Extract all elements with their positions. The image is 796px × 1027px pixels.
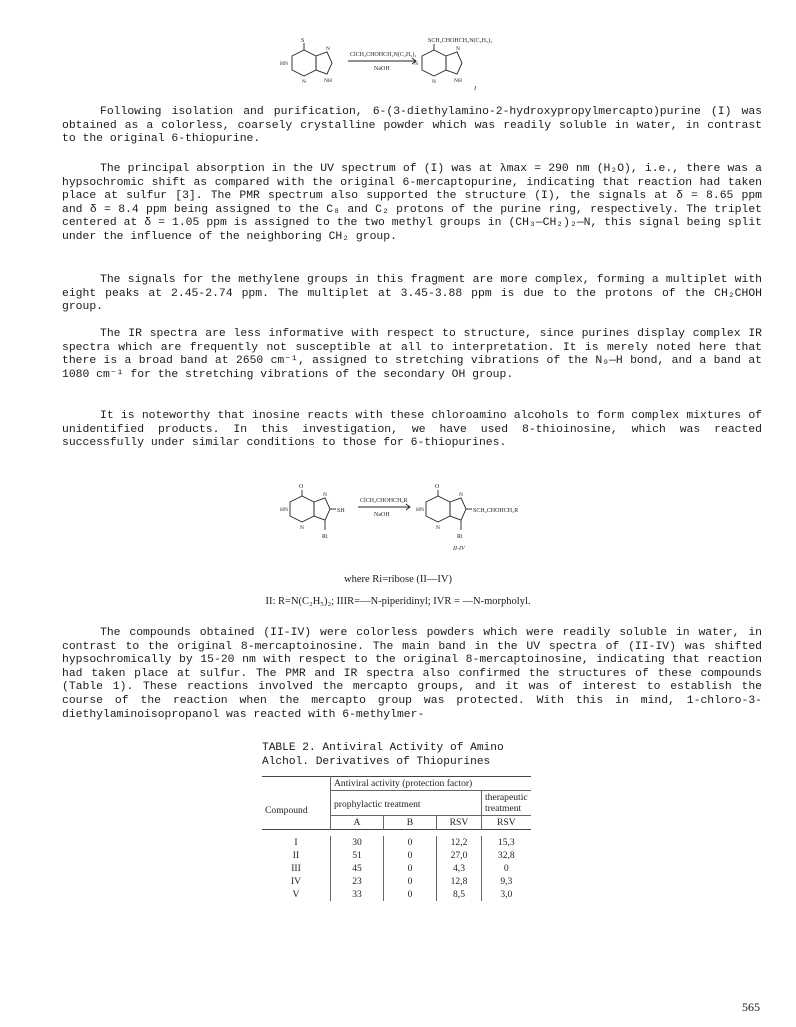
cell-compound: II xyxy=(262,849,331,862)
cell-compound: IV xyxy=(262,875,331,888)
table-caption-line-1: TABLE 2. Antiviral Activity of Amino xyxy=(262,742,504,754)
cell-rsv: 12,2 xyxy=(437,836,482,849)
sh-group: SH xyxy=(337,508,345,514)
header-prophylactic: prophylactic treatment xyxy=(331,791,482,816)
thioinosine-structure xyxy=(280,484,336,531)
table-row xyxy=(262,849,531,862)
ribose-label-right: Ri xyxy=(457,534,463,540)
cell-a: 30 xyxy=(331,836,384,849)
cell-b: 0 xyxy=(384,849,437,862)
header-col-rsv-therapeutic: RSV xyxy=(496,817,516,828)
cell-rsv: 27,0 xyxy=(437,849,482,862)
thiopurine-structure xyxy=(280,38,332,85)
table-row xyxy=(262,875,531,888)
cell-b: 0 xyxy=(384,862,437,875)
svg-text:O: O xyxy=(299,484,304,490)
svg-text:N: N xyxy=(436,525,440,531)
cell-rsv: 12,8 xyxy=(437,875,482,888)
svg-text:HN: HN xyxy=(280,507,288,513)
table-row xyxy=(262,836,531,849)
table-row xyxy=(262,888,531,901)
cell-a: 51 xyxy=(331,849,384,862)
svg-text:NH: NH xyxy=(454,78,462,84)
paragraph-isolation: Following isolation and purification, 6-(3-diethylamino-2-hydroxypropylmercapto)purine (I) was obtained as a colorless, coarsely crystalline powder which was readily soluble in water, in contrast to the original 6-thiopurine. xyxy=(62,106,762,146)
cell-rsv: 4,3 xyxy=(437,862,482,875)
cell-therapeutic: 9,3 xyxy=(500,876,513,887)
reagent-top-1: ClCH₂CHOHCH₂N(C₂H₅)₂ xyxy=(350,52,417,58)
reaction-scheme-2 xyxy=(270,480,570,558)
header-col-a: A xyxy=(331,816,384,830)
compound-label-I: I xyxy=(474,85,477,92)
header-col-b: B xyxy=(384,816,437,830)
substituent-2: SCH₂CHOHCH₂R xyxy=(473,508,519,514)
compound-label-II-IV: II-IV xyxy=(453,546,465,552)
table-caption xyxy=(262,741,562,769)
svg-text:N: N xyxy=(323,492,327,498)
reaction-scheme-1 xyxy=(270,34,570,96)
ribose-definition: where Ri=ribose (II—IV) xyxy=(344,574,452,585)
header-therapeutic: therapeutic treatment xyxy=(482,791,531,816)
svg-text:N: N xyxy=(459,492,463,498)
cell-b: 0 xyxy=(384,836,437,849)
cell-compound: I xyxy=(262,836,331,849)
cell-compound: V xyxy=(262,888,331,901)
cell-a: 23 xyxy=(331,875,384,888)
svg-text:HN: HN xyxy=(416,507,424,513)
paragraph-compounds: The compounds obtained (II-IV) were colorless powders which were readily soluble in water, in contrast to the original 8-mercaptoinosine. The main band in the UV spectra of (II-IV) was shifted hypsochromically by 15-20 nm with respect to the original 8-mercaptoinosine, indicating that reaction had taken place at sulfur. The PMR and IR spectra also confirmed the structures of these compounds (Table 1). These reactions involved the mercapto groups, and it was of interest to establish the course of the reaction when the mercapto group was protected. With this in mind, 1-chloro-3-diethylaminoisopropanol was reacted with 6-methylmer- xyxy=(62,627,762,721)
header-col-rsv-prophylactic: RSV xyxy=(437,816,482,830)
paragraph-ir: The IR spectra are less informative with respect to structure, since purines display complex IR spectra which are frequently not susceptible at all to interpretation. It is merely noted here that there is a broad band at 2650 cm⁻¹, assigned to stretching vibrations of the N₉—H bond, and a band at 1080 cm⁻¹ for the stretching vibrations of the secondary OH group. xyxy=(62,328,762,381)
table-caption-line-2: Alchol. Derivatives of Thiopurines xyxy=(262,756,491,768)
reagent-bottom-1: NaOH xyxy=(374,66,390,72)
paragraph-inosine: It is noteworthy that inosine reacts with these chloroamino alcohols to form complex mixtures of unidentified products. In this investigation, we have used 8-thioinosine, which was reacted successfully under similar conditions to those for 6-thiopurines. xyxy=(62,410,762,450)
page-number: 565 xyxy=(742,1000,760,1014)
svg-text:O: O xyxy=(435,484,440,490)
table-row xyxy=(262,862,531,875)
svg-text:N: N xyxy=(432,79,436,85)
paragraph-methylene: The signals for the methylene groups in this fragment are more complex, forming a multiplet with eight peaks at 2.45-2.74 ppm. The multiplet at 3.45-3.88 ppm is due to the protons of the CH₂CHOH group. xyxy=(62,274,762,314)
paragraph-uv-pmr: The principal absorption in the UV spectrum of (I) was at λmax = 290 nm (H₂O), i.e., there was a hypsochromic shift as compared with the original 6-mercaptopurine, indicating that reaction had taken place at sulfur [3]. The PMR spectrum also supported the structure (I), the signals at δ = 8.65 ppm and δ = 8.4 ppm being assigned to the C₈ and C₂ protons of the purine ring, respectively. The triplet centered at δ = 1.05 ppm is assigned to the two methyl groups in (CH₃—CH₂)₂—N, this signal being split under the influence of the neighboring CH₂ group. xyxy=(62,163,762,243)
cell-rsv: 8,5 xyxy=(437,888,482,901)
reagent-top-2: ClCH₂CHOHCH₂R xyxy=(360,498,408,504)
ribose-label-left: Ri xyxy=(322,534,328,540)
cell-a: 45 xyxy=(331,862,384,875)
svg-text:HN: HN xyxy=(280,61,288,67)
cell-a: 33 xyxy=(331,888,384,901)
svg-text:NH: NH xyxy=(324,78,332,84)
svg-text:S: S xyxy=(301,38,305,44)
cell-therapeutic: 0 xyxy=(503,863,509,874)
svg-text:N: N xyxy=(414,61,418,67)
cell-b: 0 xyxy=(384,888,437,901)
cell-b: 0 xyxy=(384,875,437,888)
substituent-definitions: II: R=N(C₂H₅)₂; IIIR=—N-piperidinyl; IVR = —N-morpholyl. xyxy=(265,596,531,607)
antiviral-activity-table xyxy=(262,776,531,907)
product-purine-structure xyxy=(414,44,462,85)
header-antiviral-activity: Antiviral activity (protection factor) xyxy=(331,777,531,791)
svg-text:N: N xyxy=(302,79,306,85)
product-inosine-structure xyxy=(416,484,472,531)
reagent-bottom-2: NaOH xyxy=(374,512,390,518)
cell-therapeutic: 15,3 xyxy=(497,837,515,848)
substituent-1: SCH₂CHOHCH₂N(C₂H₅)₂ xyxy=(428,38,493,44)
cell-therapeutic: 32,8 xyxy=(497,850,515,861)
svg-text:N: N xyxy=(300,525,304,531)
svg-text:N: N xyxy=(456,46,460,52)
cell-compound: III xyxy=(262,862,331,875)
svg-text:N: N xyxy=(326,46,330,52)
header-compound: Compound xyxy=(262,777,331,830)
cell-therapeutic: 3,0 xyxy=(500,889,513,900)
